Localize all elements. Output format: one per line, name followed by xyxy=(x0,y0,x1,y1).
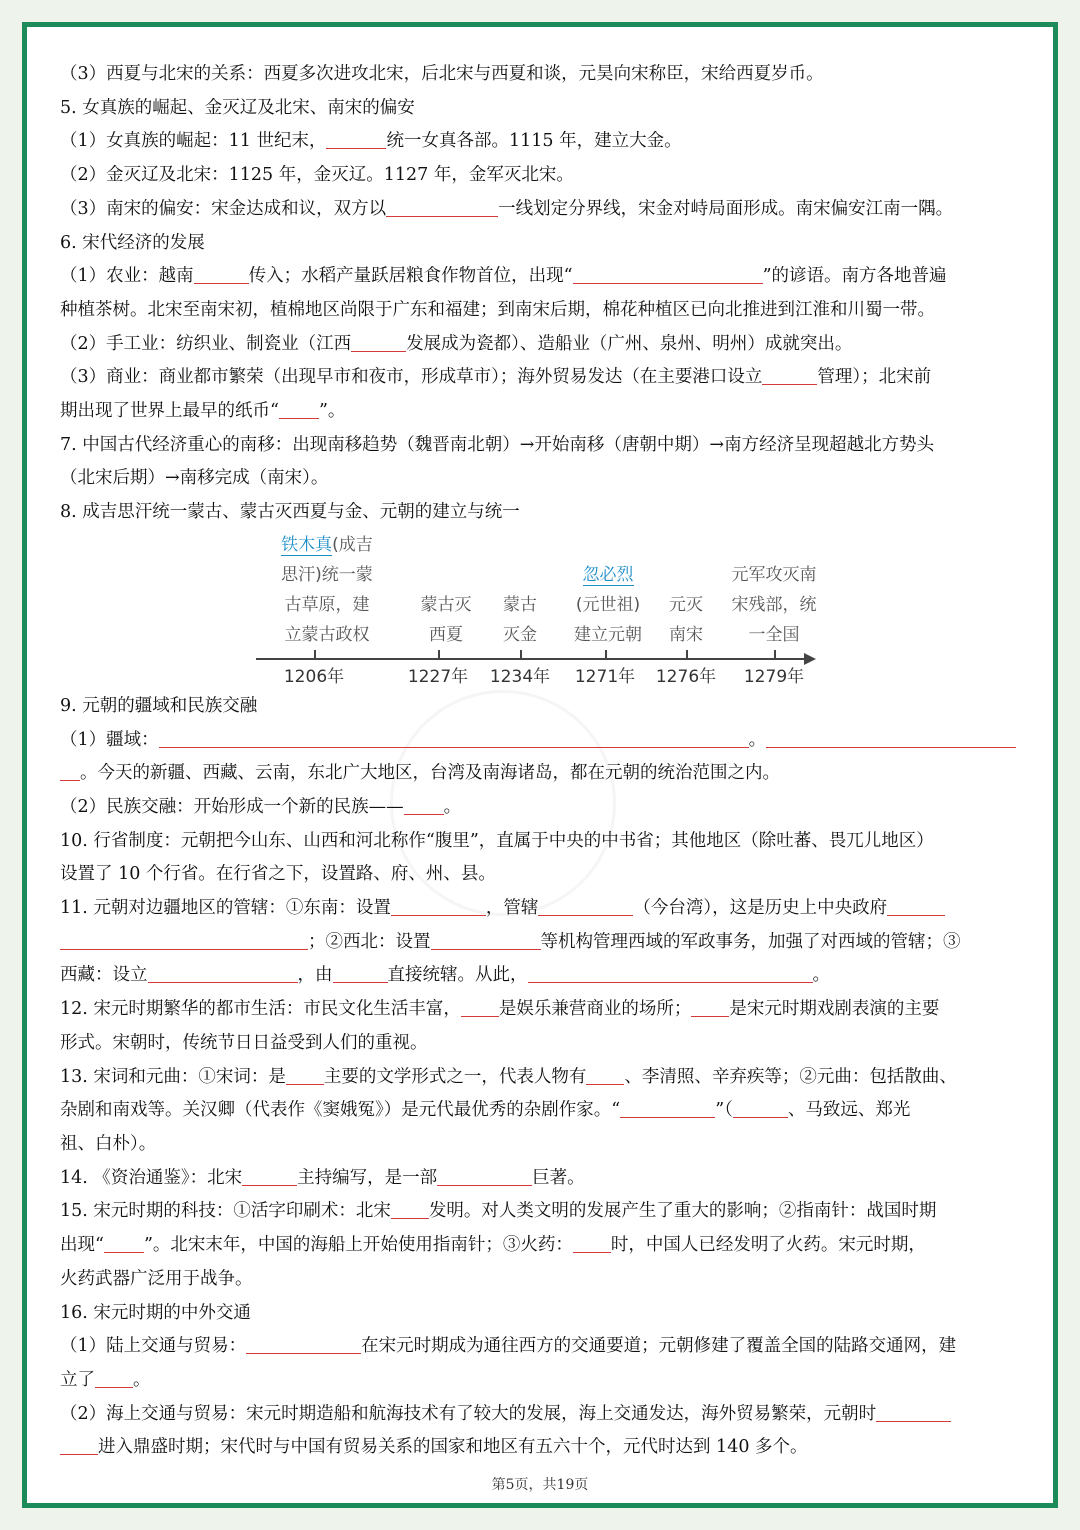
text-segment: （今台湾），这是历史上中央政府 xyxy=(633,898,888,919)
timeline-tick xyxy=(686,650,688,659)
text-segment: 14. 《资治通鉴》：北宋 xyxy=(60,1167,243,1188)
text-segment: ，由 xyxy=(297,965,333,986)
text-segment: ；②西北：设置 xyxy=(308,931,431,952)
timeline-text: 立蒙古政权 xyxy=(284,624,370,645)
text-segment: 。 xyxy=(812,965,830,986)
timeline-text: (元世祖) xyxy=(575,594,641,615)
text-segment: 出现“ xyxy=(60,1235,104,1256)
text-line: （北宋后期）→南移完成（南宋）。 xyxy=(60,468,329,489)
page-footer: 第5页，共19页 xyxy=(491,1477,589,1493)
text-segment: 发展成为瓷都）、造船业（广州、泉州、明州）成就突出。 xyxy=(406,333,853,354)
text-segment: 西藏：设立 xyxy=(60,965,148,986)
fill-in-blank[interactable] xyxy=(95,1369,133,1388)
text-segment: 期出现了世界上最早的纸币“ xyxy=(60,401,279,422)
text-segment: 、李清照、辛弃疾等；②元曲：包括散曲、 xyxy=(624,1066,957,1087)
timeline-figure xyxy=(60,530,1022,690)
timeline-tick xyxy=(438,650,440,659)
text-segment: 时，中国人已经发明了火药。宋元时期， xyxy=(610,1235,926,1256)
text-segment: 在宋元时期成为通往西方的交通要道；元朝修建了覆盖全国的陆路交通网，建 xyxy=(361,1336,957,1357)
text-line xyxy=(60,1162,1022,1196)
text-segment: 杂剧和南戏等。关汉卿（代表作《窦娥冤》）是元代最优秀的杂剧作家。“ xyxy=(60,1100,621,1121)
text-segment: 主要的文学形式之一，代表人物有 xyxy=(323,1066,587,1087)
timeline-person-link[interactable]: 铁木真 xyxy=(281,534,333,555)
text-segment: （1）疆域： xyxy=(60,729,159,750)
text-line xyxy=(60,328,1022,362)
text-line: 设置了 10 个行省。在行省之下，设置路、府、州、县。 xyxy=(60,864,496,885)
timeline-text: (成吉 xyxy=(332,534,373,555)
text-line xyxy=(60,892,1022,926)
fill-in-blank[interactable] xyxy=(159,728,749,747)
text-segment: （2）民族交融：开始形成一个新的民族—— xyxy=(60,796,404,817)
text-line: 16. 宋元时期的中外交通 xyxy=(60,1302,251,1323)
text-segment: 。 xyxy=(748,729,767,750)
text-line: 10. 行省制度：元朝把今山东、山西和河北称作“腹里”，直属于中央的中书省；其他地区（除吐蕃、畏兀儿地区） xyxy=(60,830,934,851)
text-line xyxy=(60,193,1022,227)
text-segment: 、马致远、郑光 xyxy=(787,1100,911,1121)
fill-in-blank[interactable] xyxy=(762,366,817,385)
fill-in-blank[interactable] xyxy=(60,762,80,781)
text-line: 7. 中国古代经济重心的南移：出现南移趋势（魏晋南北朝）→开始南移（唐朝中期）→南方经济呈现超越北方势头 xyxy=(60,434,935,455)
text-segment: 是宋元时期戏剧表演的主要 xyxy=(729,999,940,1020)
fill-in-blank[interactable] xyxy=(60,930,308,949)
timeline-year: 1227年 xyxy=(407,666,469,687)
text-segment: ”。北宋末年，中国的海船上开始使用指南针；③火药： xyxy=(143,1235,573,1256)
fill-in-blank[interactable] xyxy=(333,964,388,983)
text-line: （3）西夏与北宋的关系：西夏多次进攻北宋，后北宋与西夏和谈，元昊向宋称臣，宋给西夏岁币。 xyxy=(60,64,824,84)
fill-in-blank[interactable] xyxy=(391,897,486,916)
fill-in-blank[interactable] xyxy=(766,728,1016,747)
text-line: 种植茶树。北宋至南宋初，植棉地区尚限于广东和福建；到南宋后期，棉花种植区已向北推进到江淮和川蜀一带。 xyxy=(60,299,935,320)
text-line: 9. 元朝的疆域和民族交融 xyxy=(60,695,258,716)
text-segment: 巨著。 xyxy=(532,1167,585,1188)
text-segment: 。 xyxy=(133,1369,151,1390)
timeline-year: 1279年 xyxy=(743,666,805,687)
text-segment: 立了 xyxy=(60,1369,95,1390)
document-body xyxy=(60,58,1022,1465)
text-line xyxy=(60,1330,1022,1364)
timeline-text: 西夏 xyxy=(429,624,463,645)
text-line xyxy=(60,791,1022,825)
text-line xyxy=(60,993,1022,1027)
text-line: 5. 女真族的崛起、金灭辽及北宋、南宋的偏安 xyxy=(60,97,415,118)
timeline-text: 蒙古 xyxy=(503,594,537,615)
fill-in-blank[interactable] xyxy=(104,1234,144,1253)
fill-in-blank[interactable] xyxy=(586,1065,624,1084)
fill-in-blank[interactable] xyxy=(286,1065,324,1084)
text-line xyxy=(60,1229,1022,1263)
fill-in-blank[interactable] xyxy=(246,1335,361,1354)
timeline-year: 1234年 xyxy=(489,666,551,687)
text-line xyxy=(60,260,1022,294)
text-segment: 是娱乐兼营商业的场所； xyxy=(498,999,692,1020)
fill-in-blank[interactable] xyxy=(326,130,386,149)
text-line xyxy=(60,1094,1022,1128)
text-line xyxy=(60,724,1022,758)
text-segment: （2）海上交通与贸易：宋元时期造船和航海技术有了较大的发展，海上交通发达，海外贸易繁荣，元朝时 xyxy=(60,1403,877,1424)
fill-in-blank[interactable] xyxy=(404,796,444,815)
fill-in-blank[interactable] xyxy=(148,964,298,983)
text-segment: 传入；水稻产量跃居粮食作物首位，出现“ xyxy=(248,266,573,287)
text-segment: （3）商业：商业都市繁荣（出现早市和夜市，形成草市）；海外贸易发达（在主要港口设立 xyxy=(60,367,763,388)
text-segment: ”的谚语。南方各地普遍 xyxy=(762,266,947,287)
fill-in-blank[interactable] xyxy=(538,897,633,916)
text-line xyxy=(60,757,1022,791)
fill-in-blank[interactable] xyxy=(691,998,729,1017)
text-segment: ”（ xyxy=(715,1100,733,1121)
text-segment: （1）农业：越南 xyxy=(60,266,194,287)
text-segment: 12. 宋元时期繁华的都市生活：市民文化生活丰富， xyxy=(60,999,461,1020)
text-line xyxy=(60,361,1022,395)
text-line: 8. 成吉思汗统一蒙古、蒙古灭西夏与金、元朝的建立与统一 xyxy=(60,502,520,523)
timeline-tick xyxy=(605,650,607,659)
timeline-text: 元灭 xyxy=(669,594,703,615)
fill-in-blank[interactable] xyxy=(620,1099,715,1118)
text-segment: 统一女真各部。1115 年，建立大金。 xyxy=(386,131,682,152)
timeline-text: 南宋 xyxy=(669,624,703,645)
timeline-text: 思汗)统一蒙 xyxy=(281,564,373,585)
timeline-tick xyxy=(520,650,522,659)
text-segment: 11. 元朝对边疆地区的管辖：①东南：设置 xyxy=(60,898,391,919)
fill-in-blank[interactable] xyxy=(386,197,498,216)
text-line xyxy=(60,926,1022,960)
text-segment: 。今天的新疆、西藏、云南，东北广大地区，台湾及南海诸岛，都在元朝的统治范围之内。 xyxy=(80,763,780,784)
timeline-year: 1206年 xyxy=(283,666,345,687)
fill-in-blank[interactable] xyxy=(437,1166,532,1185)
text-segment: （1）女真族的崛起：11 世纪末， xyxy=(60,131,327,152)
fill-in-blank[interactable] xyxy=(733,1099,788,1118)
text-segment: （3）南宋的偏安：宋金达成和议，双方以 xyxy=(60,198,387,219)
timeline-axis xyxy=(256,658,812,660)
text-line: 6. 宋代经济的发展 xyxy=(60,232,205,253)
timeline-person-link[interactable]: 忽必烈 xyxy=(582,564,634,585)
text-segment: （1）陆上交通与贸易： xyxy=(60,1336,247,1357)
timeline-year: 1271年 xyxy=(574,666,636,687)
text-segment: 管理）；北宋前 xyxy=(817,367,932,388)
fill-in-blank[interactable] xyxy=(431,930,541,949)
text-segment: ”。 xyxy=(318,401,346,422)
timeline-text: 宋残部，统 xyxy=(731,594,817,615)
timeline-text: 建立元朝 xyxy=(574,624,642,645)
fill-in-blank[interactable] xyxy=(528,964,813,983)
text-line: （2）金灭辽及北宋：1125 年，金灭辽。1127 年，金军灭北宋。 xyxy=(60,165,574,186)
fill-in-blank[interactable] xyxy=(461,998,499,1017)
fill-in-blank[interactable] xyxy=(887,897,945,916)
text-segment: 一线划定分界线，宋金对峙局面形成。南宋偏安江南一隅。 xyxy=(498,198,954,219)
text-line xyxy=(60,1398,1022,1432)
fill-in-blank[interactable] xyxy=(242,1166,297,1185)
fill-in-blank[interactable] xyxy=(351,332,406,351)
text-line: 火药武器广泛用于战争。 xyxy=(60,1268,253,1289)
fill-in-blank[interactable] xyxy=(391,1200,429,1219)
timeline-text: 一全国 xyxy=(748,624,800,645)
text-line xyxy=(60,1364,1022,1398)
text-segment: （2）手工业：纺织业、制瓷业（江西 xyxy=(60,333,352,354)
text-segment: 进入鼎盛时期；宋代时与中国有贸易关系的国家和地区有五六十个，元代时达到 140 多个。 xyxy=(98,1437,808,1458)
text-segment: 15. 宋元时期的科技：①活字印刷术：北宋 xyxy=(60,1201,391,1222)
fill-in-blank[interactable] xyxy=(279,400,319,419)
text-line xyxy=(60,125,1022,159)
timeline-arrow-icon xyxy=(804,653,816,665)
timeline-tick xyxy=(774,650,776,659)
timeline-text: 蒙古灭 xyxy=(420,594,472,615)
text-line xyxy=(60,395,1022,429)
fill-in-blank[interactable] xyxy=(573,1234,611,1253)
text-segment: ，管辖 xyxy=(485,898,539,919)
timeline-year: 1276年 xyxy=(655,666,717,687)
fill-in-blank[interactable] xyxy=(60,1436,98,1455)
timeline-text: 灭金 xyxy=(503,624,537,645)
text-line: 形式。宋朝时，传统节日日益受到人们的重视。 xyxy=(60,1032,428,1053)
text-line: 祖、白朴）。 xyxy=(60,1133,157,1154)
text-line xyxy=(60,959,1022,993)
text-segment: 。 xyxy=(443,796,462,817)
text-segment: 发明。对人类文明的发展产生了重大的影响；②指南针：战国时期 xyxy=(428,1201,937,1222)
text-segment: 13. 宋词和元曲：①宋词：是 xyxy=(60,1066,286,1087)
text-segment: 等机构管理西域的军政事务，加强了对西域的管辖；③ xyxy=(540,931,961,952)
text-segment: 主持编写，是一部 xyxy=(297,1167,438,1188)
fill-in-blank[interactable] xyxy=(194,265,249,284)
text-line xyxy=(60,1195,1022,1229)
timeline-text: 古草原，建 xyxy=(284,594,370,615)
fill-in-blank[interactable] xyxy=(876,1402,951,1421)
timeline-text: 元军攻灭南 xyxy=(731,564,817,585)
text-line xyxy=(60,1061,1022,1095)
text-segment: 直接统辖。从此， xyxy=(387,965,528,986)
timeline-tick xyxy=(314,650,316,659)
text-line xyxy=(60,1431,1022,1465)
fill-in-blank[interactable] xyxy=(573,265,763,284)
